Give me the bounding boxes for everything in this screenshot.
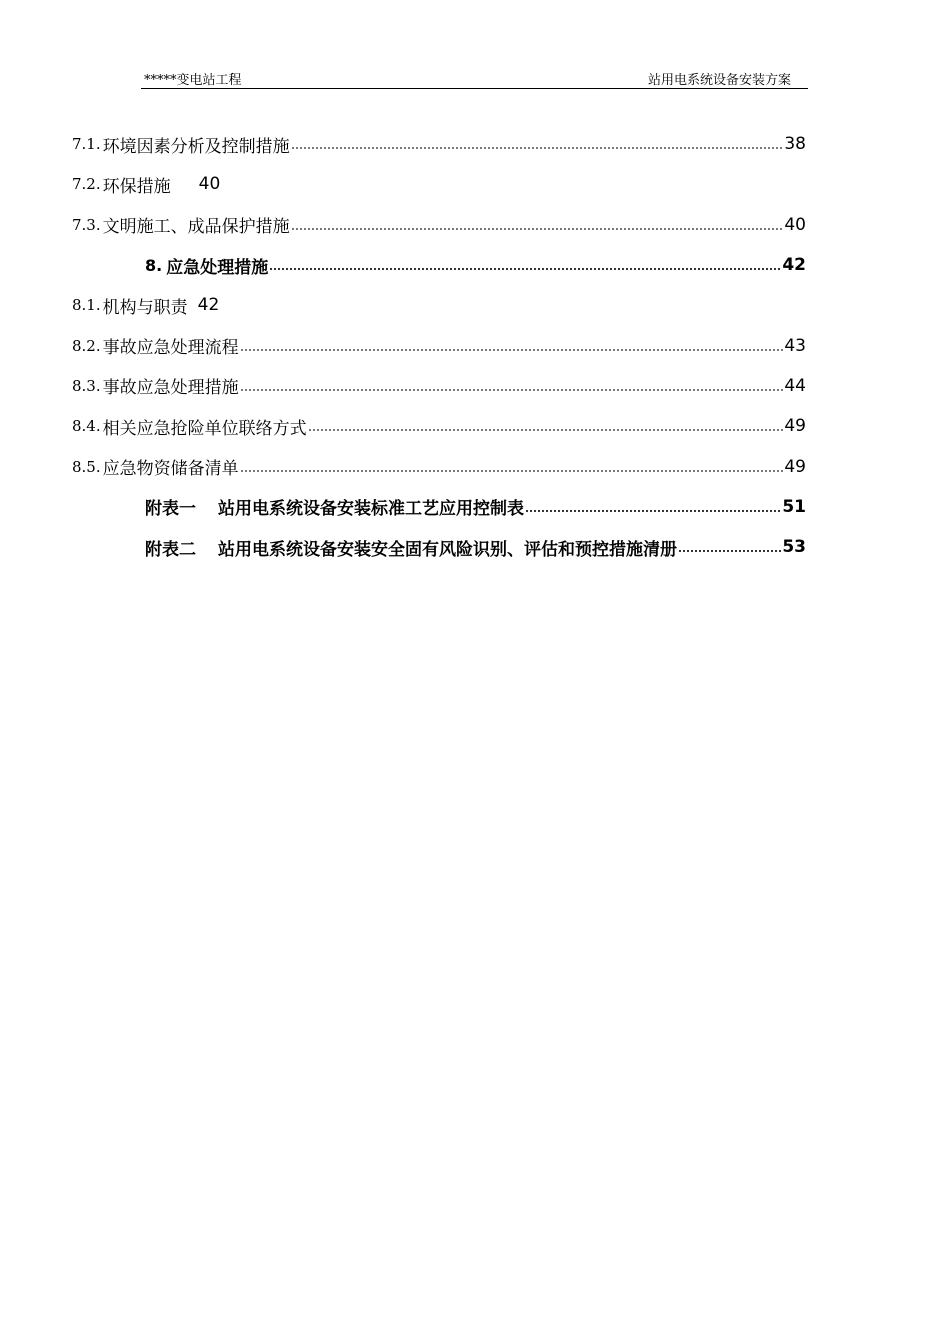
toc-dot-leader <box>240 388 784 392</box>
toc-entry-title: 应急处理措施 <box>166 257 269 278</box>
toc-dot-leader <box>291 146 784 150</box>
header-project-name: *****变电站工程 <box>144 73 242 88</box>
page-header <box>141 66 808 89</box>
toc-entry-number: 8.1. <box>72 296 101 315</box>
toc-dot-leader <box>678 549 781 553</box>
toc-entry-page: 44 <box>784 375 806 396</box>
toc-entry-number: 8.4. <box>72 417 101 436</box>
header-document-title: 站用电系统设备安装方案 <box>647 73 791 88</box>
toc-dot-leader <box>291 227 784 231</box>
toc-entry-page: 43 <box>784 335 806 356</box>
toc-entry-number: 8.3. <box>72 376 101 395</box>
toc-dot-leader <box>240 348 784 352</box>
toc-entry[interactable] <box>72 285 806 325</box>
toc-entry-number: 附表一 <box>145 499 196 520</box>
toc-entry-title: 应急物资储备清单 <box>102 459 239 480</box>
toc-entry-title: 站用电系统设备安装安全固有风险识别、评估和预控措施清册 <box>218 539 677 560</box>
toc-entry-title: 环保措施 <box>102 176 171 197</box>
toc-entry-title: 站用电系统设备安装标准工艺应用控制表 <box>218 499 524 520</box>
toc-entry-title: 环境因素分析及控制措施 <box>102 136 290 157</box>
toc-entry-title: 事故应急处理措施 <box>102 378 239 399</box>
toc-entry-page: 38 <box>784 134 806 155</box>
toc-dot-leader <box>308 428 784 432</box>
toc-entry-title: 事故应急处理流程 <box>102 338 239 359</box>
toc-entry-page: 53 <box>782 537 806 558</box>
toc-entry[interactable] <box>72 164 806 204</box>
toc-entry-page: 40 <box>198 174 221 195</box>
toc-entry[interactable] <box>72 124 806 164</box>
toc-entry[interactable] <box>72 245 806 285</box>
toc-dot-leader <box>269 267 781 271</box>
toc-dot-leader <box>240 469 784 473</box>
toc-entry[interactable] <box>72 406 806 446</box>
toc-entry-page: 42 <box>197 295 220 316</box>
toc-entry-page: 49 <box>784 456 806 477</box>
toc-entry-page: 40 <box>784 214 806 235</box>
toc-entry[interactable] <box>72 366 806 406</box>
toc-entry-number: 7.2. <box>72 175 101 194</box>
toc-entry[interactable] <box>72 487 806 527</box>
toc-entry-number: 7.1. <box>72 135 101 154</box>
toc-entry-title: 机构与职责 <box>102 297 188 318</box>
toc-entry[interactable] <box>72 325 806 365</box>
toc-entry-number: 7.3. <box>72 215 101 234</box>
toc-entry-number: 8. <box>145 255 163 275</box>
toc-entry-page: 49 <box>784 416 806 437</box>
toc-entry[interactable] <box>72 205 806 245</box>
table-of-contents <box>72 124 806 567</box>
toc-entry-title: 文明施工、成品保护措施 <box>102 217 290 238</box>
toc-entry-number: 8.5. <box>72 457 101 476</box>
toc-entry-page: 42 <box>782 255 806 276</box>
toc-entry-number: 附表二 <box>145 539 196 560</box>
toc-entry-number: 8.2. <box>72 336 101 355</box>
toc-entry[interactable] <box>72 527 806 567</box>
toc-entry-title: 相关应急抢险单位联络方式 <box>102 418 307 439</box>
toc-entry-page: 51 <box>782 496 806 517</box>
toc-entry[interactable] <box>72 446 806 486</box>
toc-dot-leader <box>525 509 781 513</box>
